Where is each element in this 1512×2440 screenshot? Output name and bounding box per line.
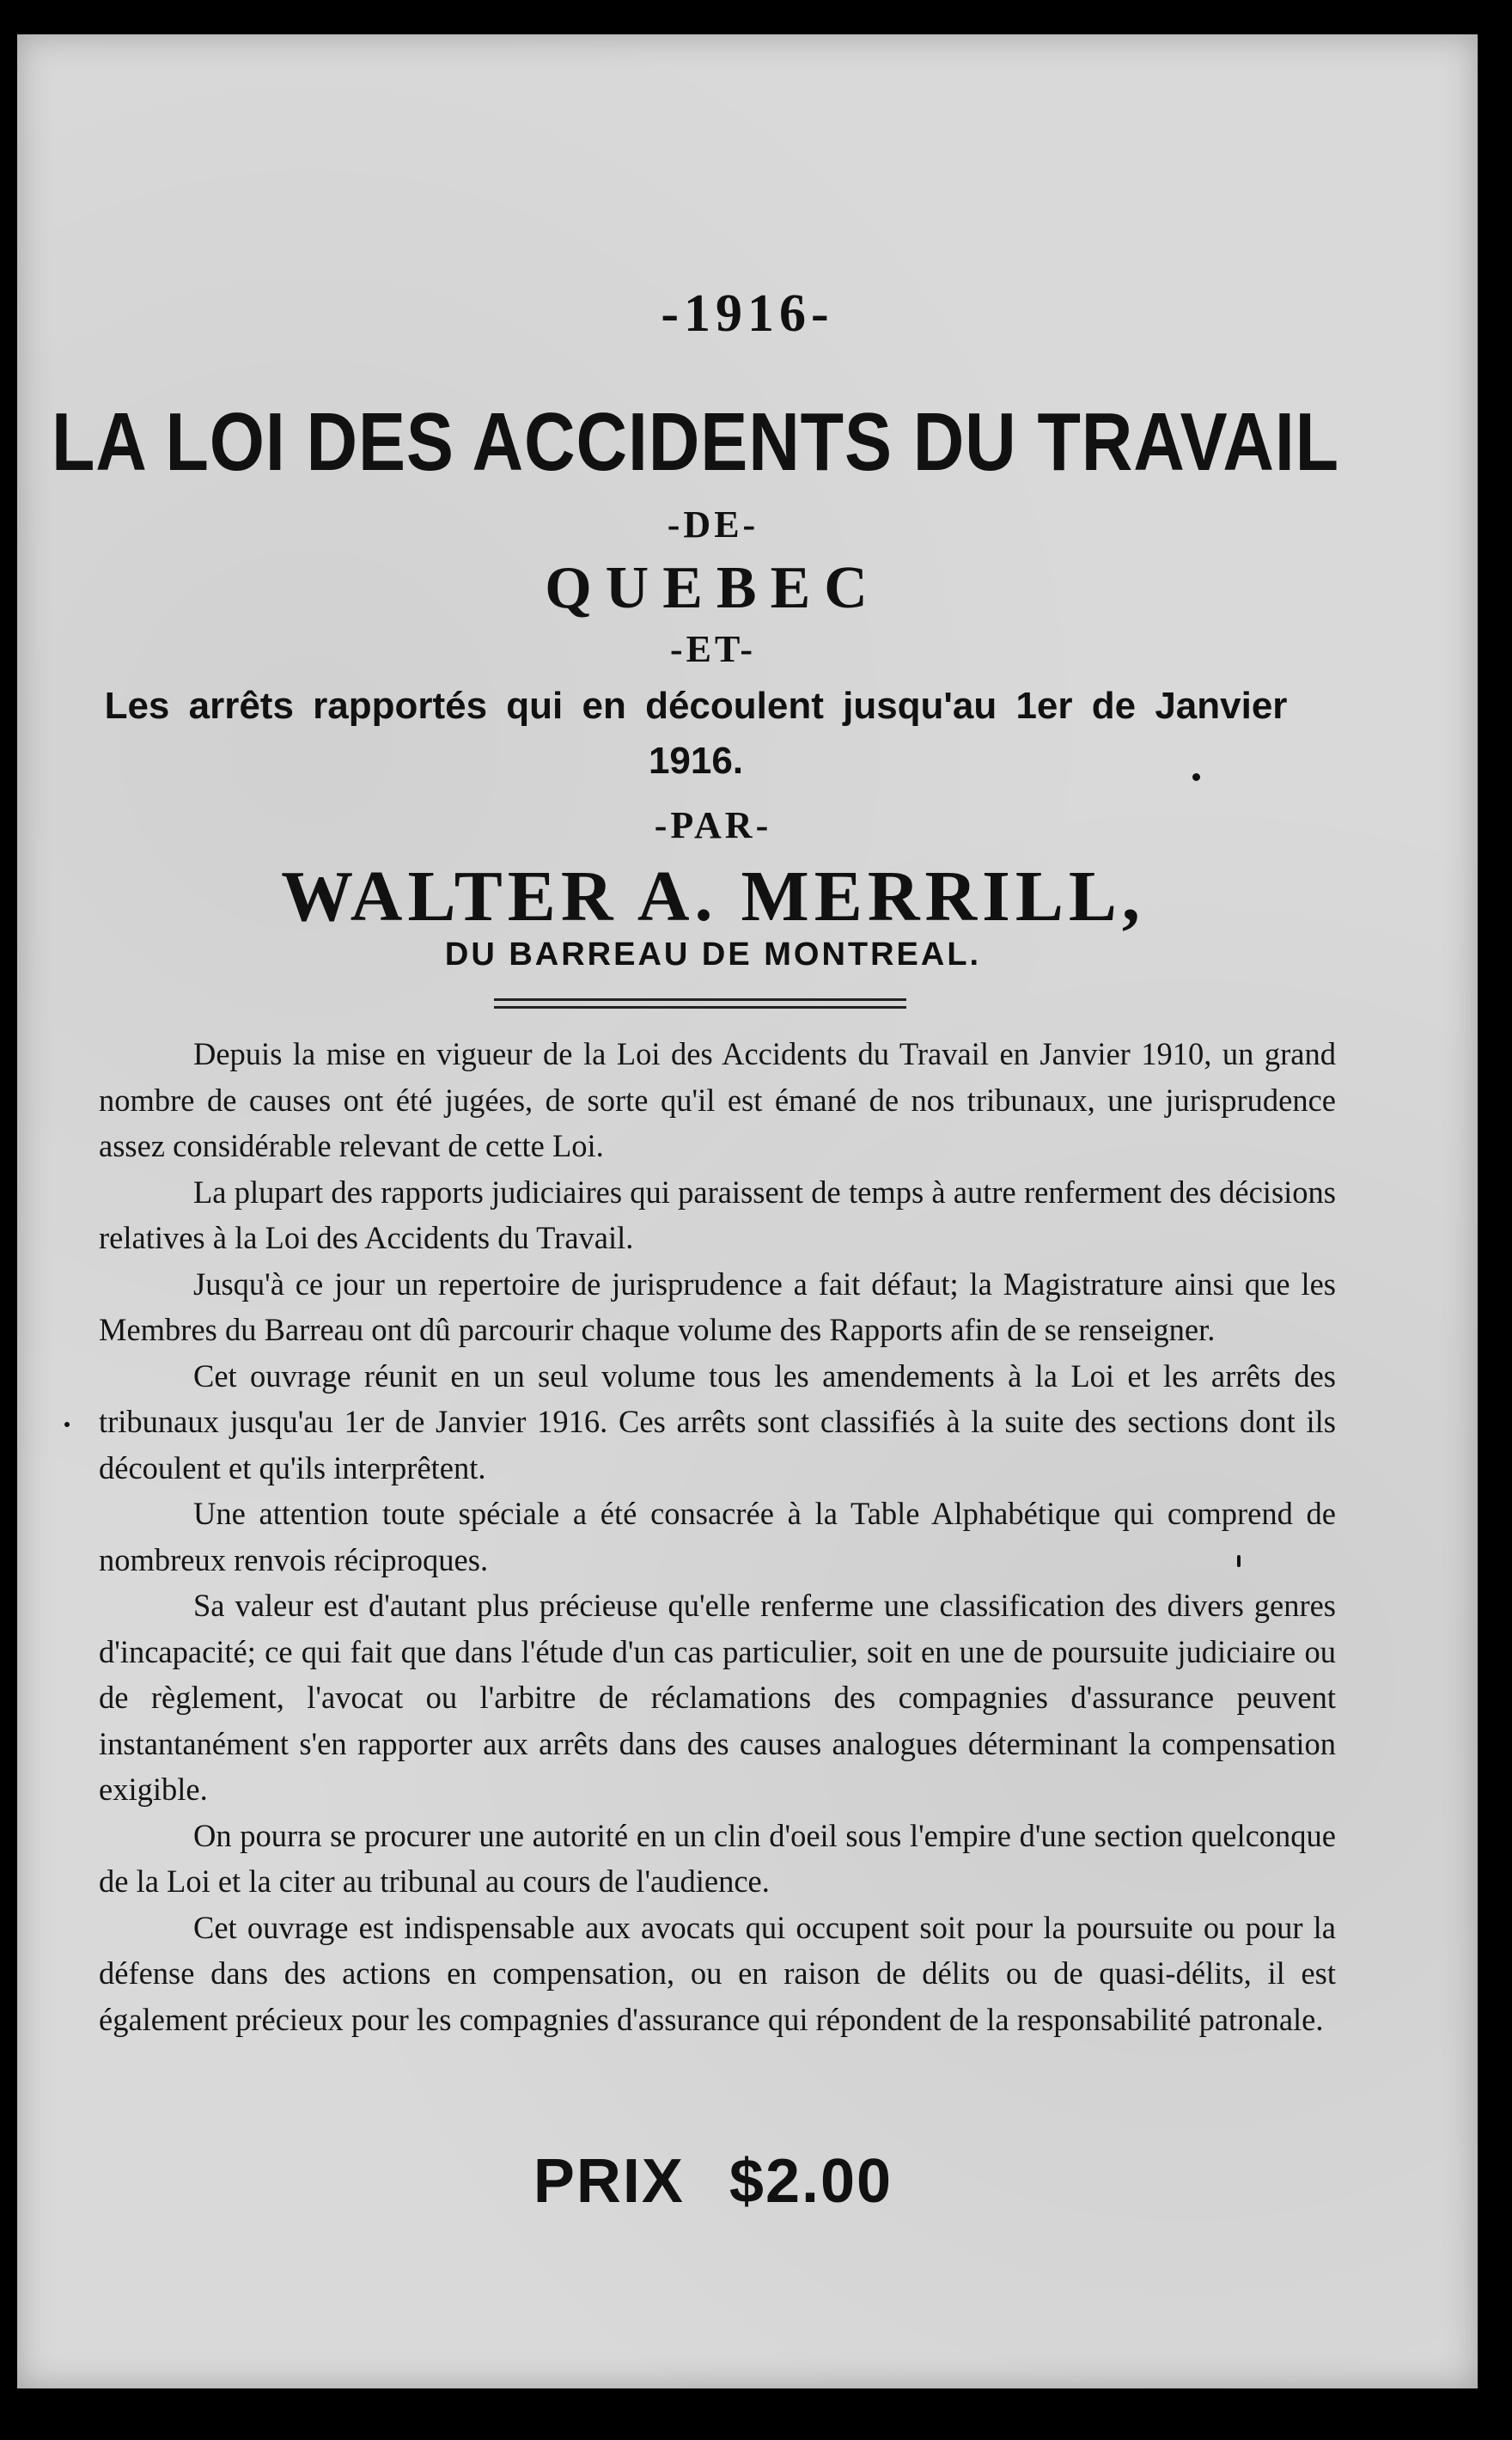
- separator-de: -DE-: [667, 503, 759, 546]
- scanned-page: [17, 34, 1478, 2388]
- paragraph: Cet ouvrage réunit en un seul volume tous les amendements à la Loi et les arrêts des tribunaux jusqu'au 1er de Janvier 1916. Ces arrêts sont classifiés à la suite des sections dont ils découlent et qu'ils interprêtent.: [99, 1357, 1336, 1485]
- separator-par: -PAR-: [654, 804, 772, 846]
- author-affiliation: DU BARREAU DE MONTREAL.: [444, 936, 982, 973]
- province-title: QUEBEC: [545, 555, 881, 621]
- publication-year: -1916-: [661, 284, 834, 343]
- paragraph: On pourra se procurer une autorité en un clin d'oeil sous l'empire d'une section quelconque de la Loi et la citer au tribunal au cours de l'audience.: [99, 1817, 1336, 1899]
- paragraph: Jusqu'à ce jour un repertoire de jurisprudence a fait défaut; la Magistrature ainsi que les Membres du Barreau ont dû parcourir chaque volume des Rapports afin de se renseigner.: [99, 1266, 1336, 1347]
- paragraph: La plupart des rapports judiciaires qui paraissent de temps à autre renferment des décisions relatives à la Loi des Accidents du Travail.: [99, 1174, 1336, 1255]
- author-name: WALTER A. MERRILL,: [281, 857, 1145, 936]
- double-rule-divider: [494, 998, 906, 1009]
- document-subtitle: Les arrêts rapportés qui en découlent jusqu'au 1er de Janvier 1916.: [104, 685, 1288, 782]
- ink-speck: [64, 1422, 70, 1427]
- document-title: LA LOI DES ACCIDENTS DU TRAVAIL: [52, 396, 1339, 488]
- paragraph: Sa valeur est d'autant plus précieuse qu'elle renferme une classification des divers genres d'incapacité; ce qui fait que dans l'étude d'un cas particulier, soit en une de poursuite judiciaire ou de règlement, l'avocat ou l'arbitre de réclamations des compagnies d'assurance peuvent instantanément s'en rapporter aux arrêts dans des causes analogues déterminant la compensation exigible.: [99, 1588, 1336, 1807]
- price-label: PRIX $2.00: [533, 2147, 893, 2216]
- paragraph: Cet ouvrage est indispensable aux avocats qui occupent soit pour la poursuite ou pour la défense dans des actions en compensation, ou en raison de délits ou de quasi-délits, il est également précieux pour les compagnies d'assurance qui répondent de la responsabilité patronale.: [99, 1909, 1336, 2037]
- ink-speck: [1237, 1555, 1241, 1567]
- paragraph: Une attention toute spéciale a été consacrée à la Table Alphabétique qui comprend de nombreux renvois réciproques.: [99, 1496, 1336, 1577]
- ink-speck: [1192, 773, 1200, 781]
- separator-et: -ET-: [670, 628, 756, 670]
- paragraph: Depuis la mise en vigueur de la Loi des Accidents du Travail en Janvier 1910, un grand nombre de causes ont été jugées, de sorte qu'il est émané de nos tribunaux, une jurisprudence assez considérable relevant de cette Loi.: [99, 1036, 1336, 1163]
- body-text: [99, 1031, 1336, 2042]
